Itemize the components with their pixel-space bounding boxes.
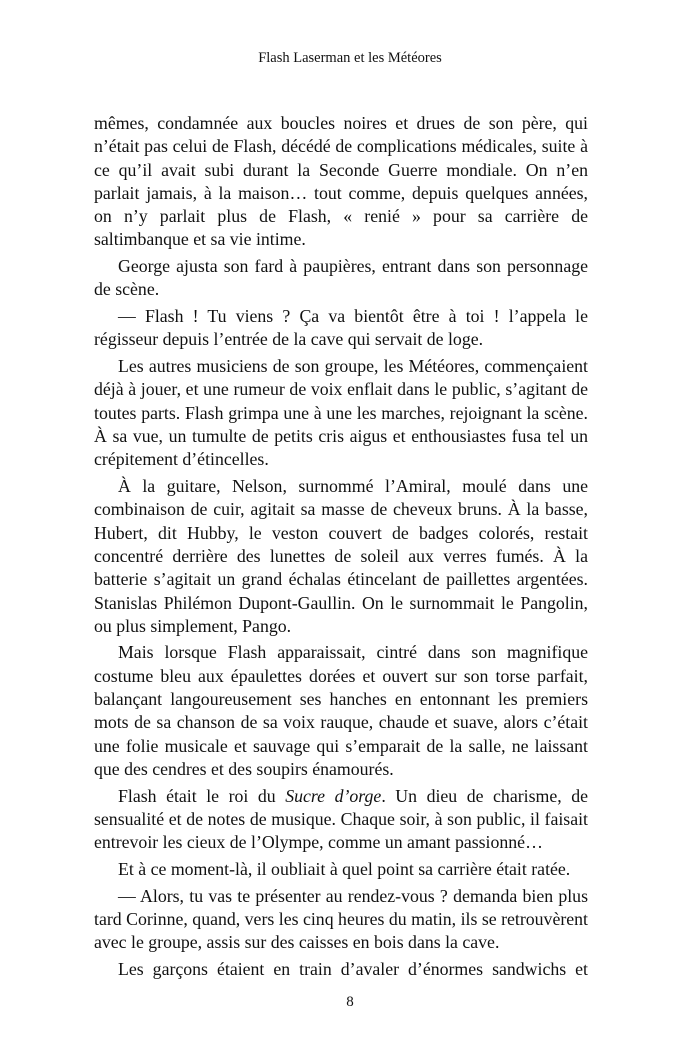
body-text	[94, 112, 588, 981]
paragraph-7-end: . Un dieu de charisme, de sensualité et de notes de musique. Chaque soir, à son public, il faisait entrevoir les cieux de l’Olympe, comme un amant passionné…	[94, 785, 588, 853]
paragraph-8: Et à ce moment-là, il oubliait à quel point sa carrière était ratée.	[118, 858, 571, 879]
page-number: 8	[346, 994, 354, 1010]
paragraph-6: Mais lorsque Flash apparaissait, cintré dans son magnifique costume bleu aux épaulettes dorées et ouvert sur son torse parfait, balançant langoureusement ses hanches en entonnant les premiers mots de sa chanson de sa voix rauque, chaude et suave, alors c’était une folie musicale et sauvage qui s’emparait de la salle, ne laissant que des cendres et des soupirs énamourés.	[94, 642, 588, 779]
running-head: Flash Laserman et les Météores	[258, 50, 442, 66]
paragraph-1: mêmes, condamnée aux boucles noires et drues de son père, qui n’était pas celui de Flash, décédé de complications médicales, suite à ce qu’il avait subi durant la Seconde Guerre mondiale. On n’en parlait jamais, à la maison… tout comme, depuis quelques années, on n’y parlait plus de Flash, « renié » pour sa carrière de saltimbanque et sa vie intime.	[94, 113, 588, 250]
italic-title: Sucre d’orge	[285, 785, 382, 806]
paragraph-7-start: Flash était le roi du	[118, 785, 286, 806]
paragraph-5: À la guitare, Nelson, surnommé l’Amiral, moulé dans une combinaison de cuir, agitait sa masse de cheveux bruns. À la basse, Hubert, dit Hubby, le veston couvert de badges colorés, restait concentré derrière des lunettes de soleil aux verres fumés. À la batterie s’agitait un grand échalas étincelant de paillettes argentées. Stanislas Philémon Dupont-Gaullin. On le surnommait le Pangolin, ou plus simplement, Pango.	[94, 476, 588, 636]
paragraph-10: Les garçons étaient en train d’avaler d’énormes sandwichs et	[118, 958, 588, 979]
paragraph-7	[94, 785, 588, 855]
paragraph-2: George ajusta son fard à paupières, entrant dans son personnage de scène.	[94, 256, 588, 300]
paragraph-4: Les autres musiciens de son groupe, les Météores, commençaient déjà à jouer, et une rumeur de voix enflait dans le public, s’agitant de toutes parts. Flash grimpa une à une les marches, rejoignant la scène. À sa vue, un tumulte de petits cris aigus et enthousiastes fusa tel un crépitement d’étincelles.	[94, 356, 588, 470]
paragraph-9: — Alors, tu vas te présenter au rendez-vous ? demanda bien plus tard Corinne, quand, vers les cinq heures du matin, ils se retrouvèrent avec le groupe, assis sur des caisses en bois dans la cave.	[94, 885, 588, 953]
paragraph-3: — Flash ! Tu viens ? Ça va bientôt être à toi ! l’appela le régisseur depuis l’entrée de la cave qui servait de loge.	[94, 306, 588, 350]
